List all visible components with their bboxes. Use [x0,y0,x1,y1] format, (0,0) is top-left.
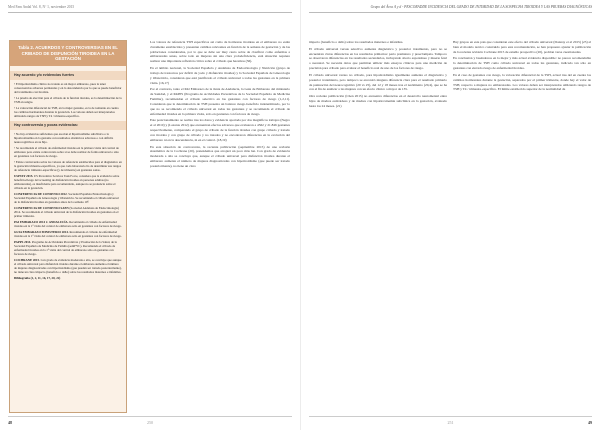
page-number-center-left: 250 [147,420,153,425]
paragraph: Los valores de referencia TSH específicos así como de hormonas tiroideas en el embarazo no están claramente establecidos y presentan cambios relevantes en función de la semana de gestación y de las poblaciones consideradas, por lo que se debe ser muy cauto sobre de clasificar como enfermas a embarazadas sanas, sobre todo en mujeres sin una clara yododeficiencia, está situación requiere realizar una importante reflexión crítica sobre el cribado que hacemos (36). [150,40,290,64]
paragraph: Otra reciente publicación (Chen 2015) no encuentra diferencias en el desarrollo neuromental entre hijos de madres eutiroideas y de madres con hipotiroxinemia subclínica en la gestación, evaluado hasta los 24 meses. (21) [309,94,447,108]
agreement-item: • La valoración diferencial de TSH, en la mujer gestante, es la de tomando en cuenta los cambios hormonales durante la gestación. Los valores deben ser interpretados utilizando rangos de TSH y T4 / trimestre-específico. [14,106,122,118]
bibliography-line: Bibliografía (1, 2, 11, 16, 17, 20, 22) [14,276,61,281]
reference-lead: USPSTF 2015. [14,173,34,178]
agreement-item: • La prueba de elección para el cribado de la función tiroidea, es la determinación de la TSH en sangre. [14,96,122,104]
reference-text: Con grado de evidencia moderada o alta, se concluye que aunque el cribado universal para disfunción tiroidea durante el embarazo aumenta el número de mujeres diagnosticadas con hipotiroidismo (que pueden ser tratado posteriormente), no tiene un claro impacto (beneficio o daño) sobre los resultados maternos e infantiles. [14,258,122,275]
paragraph: Por el contrario, tanto el PAI Embarazo de la Junta de Andalucía, la Guía de Embarazo del ministerio de Sanidad, y el PAPPS (Programa de Actividades Preventivas de la Sociedad Española de Medicina Familiar), recomiendan el cribado selectivo en las gestantes con factores de riesgo (1,2,11). Consideran que la determinación de TSH presenta un balance riesgo-beneficio indeterminado, por lo que no se recomienda el cribado universal en todas las gestantes y se recomienda el cribado de enfermedad tiroidea en la primera visita, sólo en gestantes con factores de riesgo. [150,87,290,116]
table-body [10,66,126,284]
reference-text: Recomienda el cribado de enfermedad tiroidea en la 1ª visita del control de embarazo sólo en gestantes con factores de riesgo. [14,229,122,238]
reference-text: Programa de Actividades Preventivas y Promoción de la Salud, de la Sociedad Española de Medicina de Familia (semFYC). Recomienda el cribado de enfermedad tiroidea en la 1ª visita del control de embarazo sólo en gestantes con factores de riesgo. [14,239,117,257]
paragraph: Este posicionamiento se realiza tras los datos y evidencia aportada por dos magníficos trabajos (Negro et al 2010) y (Lazarus 2012) que encuentran efectos adversos que evaluaron a 4562 y 21.846 gestantes respectivamente, comparando el grupo de cribado de la función tiroidea con grupo cribado y tratado con tiroxina y con grupo de cribado y no tratados y no encontraron diferencias en la evolución del embarazo ni en la descendencia, ni en el control. (18,19) [150,118,290,142]
page-number-left: 48 [8,420,12,425]
guideline-reference [14,206,122,218]
paragraph: En el caso de gestantes con riesgo, la valoración diferencial de la TSH, actual tras del en cuenta los cambios hormonales durante la gestación, separados por el primer trimestre, donde hay el valor de TSH, respecto a mujeres no embarazadas. Los valores deben ser interpretados utilizando rangos de TSH y T4 / trimestre-específico. El límite establecido superior de la normalidad de [453,72,591,92]
section-heading-agreement: Hay acuerdo y/o evidencias fuertes [10,71,126,80]
right-page [300,0,600,430]
paragraph: impacto (beneficio o daño) sobre los resultados maternos e infantiles. [309,40,404,44]
guideline-reference [14,192,122,204]
guideline-references [14,174,122,274]
reference-lead: COCHRANE 2015. [14,258,41,263]
reference-lead: CONFERENCIA DE CONSENSO 2012. [14,191,69,196]
right-page-column-2 [453,40,591,94]
reference-text: Recomienda el cribado de enfermedad tiroidea en la 1ª visita del control de embarazo sólo en gestantes con factores de riesgo. [14,219,122,228]
page-number-center-right: 251 [447,420,454,425]
running-head-right: Grupo del Área A y d - PESCORADDE INCIDENCIA DEL GRADO DE INTIMIDAD DE LA SOSPECHA TIROIDEA Y LAS PRUEBAS DIAGNÓSTICAS [370,5,592,9]
controversy-item: • Existe controversia sobre los valores de referencia establecidos para el diagnóstico en la gestación trimestre-específicos, ya que cada laboratorio ha de determinar sus rangos de referencia trimestre-específicos (y de trimestre) en gestantes sanas. [14,160,122,172]
guideline-reference [14,230,122,238]
paragraph: En conclusión y basándonos en la mejor y más actual evidencia disponible: no parece recomendable la determinación de TSH como cribado universal en todas las gestantes, indicado tan sólo en gestantes con elevado riesgo de enfermedad tiroidea. [453,56,591,71]
reference-lead: GUIA EMBARAZO MINISTERIO 2014. [14,229,70,234]
guideline-reference [14,174,122,190]
left-page-text-column [150,40,290,171]
agreement-item: • El hipotiroidismo clínico no tratado es un mayor embarazo, pues la tener consecuencias adversas perinatales y en la descendencia por lo que se puede beneficiar del tratamiento con tiroxina. [14,82,122,94]
controversy-item: • Se recomienda el cribado de enfermedad tiroidea en la primera visita del control de embarazo pero existe controversia sobre si se debe realizar de forma universal o sólo en gestantes con factores de riesgo. [14,146,122,158]
footer-rule [309,416,592,417]
paragraph: El cribado universal versus no cribado, para hipotiroidismo igualmente aumenta el diagnóstico y posterior tratamiento, pero tampoco se encontró ninguna diferencia clara para el resultado primario de puntuación del neurocognitivo (20 vs 25), del 12 y 18 meses tras el nacimiento (20,4), que se ha con el fin de analizar a las mujeres con un efecto clínico a mayor de 135. [309,72,447,92]
table-2-box [9,40,127,413]
guideline-reference [14,240,122,256]
paragraph: Hay grupos en este país que consideran este efecto del cribado universal (Donnay et al 2015) (23) al bien el modelo teórico construido para esta recomendación, se han propuesto ajustar la publicación de la reciente revisión Cochrane 2015 de estudio prospectivo (20), podrían verse cuestionadas. [453,40,591,54]
right-page-column-1 [309,40,447,111]
controversy-item: • No hay evidencias suficientes que asocian el hipotiroidismo subclínico o la hipotiroxinemia en la gestante con resultados obstétricos adversos o con déficits neurocognitivos en su hijo. [14,132,122,144]
header-rule [309,12,592,13]
section-heading-controversy: Hay controversia y pocas evidencias: [10,121,126,130]
paragraph: En esta situación de controversia, la reciente publicación (septiembre 2015) de una revisión sistemática de la Cochrane (20), pretendemos que arrojará un poco más luz. Con grado de evidencia moderada a alta se concluye que, aunque el cribado universal para disfunción tiroidea durante el embarazo aumenta el número de mujeres diagnosticadas con hipotiroidismo (que puede ser tratado posteriormente), no tiene un claro [150,144,290,168]
reference-lead: PAI EMBARAZO 2014 J. ANDALUCÍA. [14,219,70,224]
page-number-right: 49 [588,420,592,425]
footer-rule [8,416,292,417]
header-rule [8,12,292,13]
reference-text: Sociedad Española Endocrinología y Sociedad Española de Ginecología y Obstetricia. Se recomienda el cribado universal de la disfunción tiroidea en gestantes antes de la semana 10ª. [14,191,119,204]
guideline-reference [14,220,122,228]
paragraph: El cribado universal versus selectivo aumenta diagnóstico y posterior tratamiento, pero no se encuentran claras diferencias en los resultados primarios: parto prematuro y preeclampsia. Tampoco se observaron diferencias en los resultados secundarios, incluyendo aborto espontáneo y muerte fetal o neonatal. Se necesita datos que permitan utilizar más ensayos clínicos para una medición de precisión para cribado para evaluar el beneficio real de uno de los factores de riesgo. [309,46,447,71]
running-head-left: Med Fam Andal Vol. 8, Nº 1, noviembre 2015 [8,5,75,9]
paragraph: En el ámbito nacional, la Sociedad Española y Andaluza de Endocrinología y Nutrición (grupo de trabajo de trastornos por déficit de yodo y disfunción tiroidea) y la Sociedad Española de Ginecología y Obstetricia, consideran que está justificado el cribado universal a todas las gestantes en la primera visita. (16,17) [150,66,290,85]
reference-text: US Preventive Services Task Force, considera que la evidencia sobre beneficio/riesgo del screening de disfunción tiroidea en personas adultas (no embarazadas), es insuficiente para recomendarlo, aunque no se pronuncia sobre el cribado en la gestación. [14,173,120,190]
reference-lead: CONFERENCIA DE CONSENSO SAEN [14,205,70,210]
reference-text: (Sociedad Andaluza de Endocrinología) 2014. Se recomienda el cribado universal de la disfunción tiroidea en gestantes en el primer trimestre. [14,205,119,218]
table-title: Tabla 2. ACUERDOS Y CONTROVERSIAS EN EL CRIBADO DE DISFUNCIÓN TIROIDEA EN LA GESTACIÓN [10,41,126,66]
reference-lead: PAPPS 2014. [14,239,32,244]
guideline-reference [14,258,122,274]
